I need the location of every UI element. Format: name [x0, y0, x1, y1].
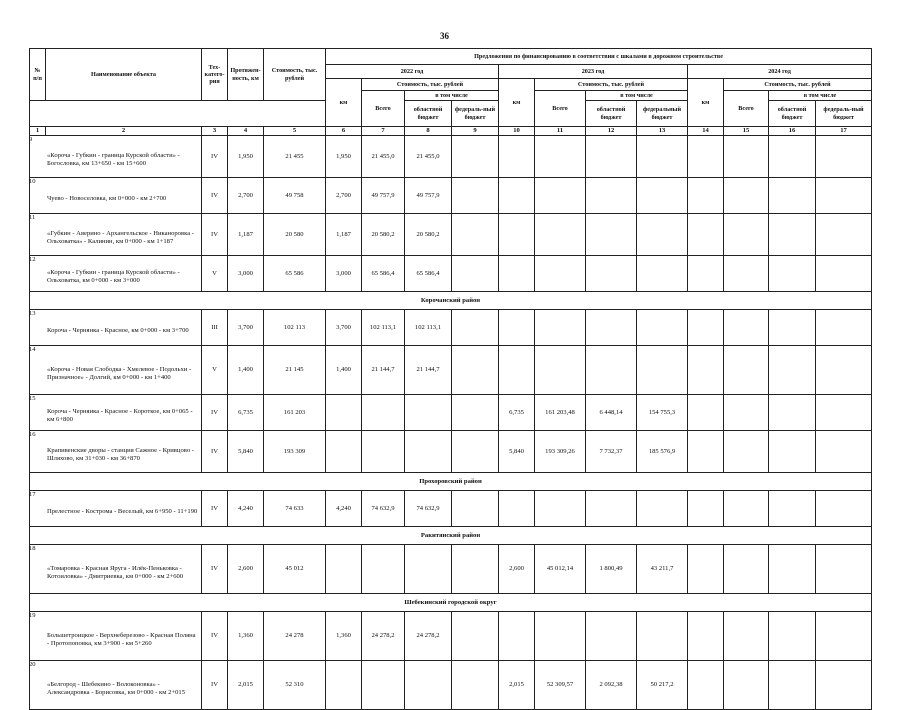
value-cell: 50 217,2	[637, 661, 688, 710]
table-row	[30, 214, 872, 256]
value-cell	[499, 491, 535, 527]
value-cell	[724, 214, 769, 256]
value-cell	[816, 612, 872, 661]
page-number: 36	[440, 31, 449, 41]
column-number: 8	[405, 127, 452, 136]
district-row	[30, 594, 872, 612]
value-cell	[724, 661, 769, 710]
km-header-2022: км	[326, 79, 362, 127]
value-cell	[362, 661, 405, 710]
value-cell: 65 586,4	[405, 256, 452, 292]
value-cell: 74 632,9	[362, 491, 405, 527]
financing-table	[29, 48, 872, 710]
value-cell: 3,000	[326, 256, 362, 292]
value-cell	[586, 178, 637, 214]
length-cell: 2,015	[228, 661, 264, 710]
value-cell	[637, 491, 688, 527]
value-cell: 43 211,7	[637, 545, 688, 594]
value-cell	[816, 545, 872, 594]
value-cell	[405, 395, 452, 431]
value-cell	[769, 256, 816, 292]
value-cell	[535, 136, 586, 178]
value-cell: 102 113,1	[362, 310, 405, 346]
value-cell	[586, 310, 637, 346]
value-cell	[326, 545, 362, 594]
table-row	[30, 661, 872, 710]
table-row	[30, 310, 872, 346]
column-number: 9	[452, 127, 499, 136]
object-name: Короча - Чернянка - Красное, км 0+000 - км 3+700	[47, 327, 189, 335]
object-cell	[30, 661, 202, 710]
value-cell	[724, 612, 769, 661]
value-cell	[724, 395, 769, 431]
value-cell	[688, 214, 724, 256]
district-row	[30, 473, 872, 491]
column-number: 6	[326, 127, 362, 136]
value-cell	[688, 661, 724, 710]
value-cell	[499, 178, 535, 214]
value-cell: 185 576,9	[637, 431, 688, 473]
category-cell: IV	[202, 612, 228, 661]
object-cell	[30, 310, 202, 346]
value-cell	[816, 346, 872, 395]
category-cell: IV	[202, 545, 228, 594]
row-number: 13	[29, 310, 36, 317]
value-cell: 2,015	[499, 661, 535, 710]
value-cell	[637, 214, 688, 256]
length-cell: 3,700	[228, 310, 264, 346]
value-cell: 21 455,0	[405, 136, 452, 178]
cost-cell: 20 580	[264, 214, 326, 256]
value-cell	[816, 395, 872, 431]
value-cell: 5,840	[499, 431, 535, 473]
object-name: Большетроицкое - Верхнеберезово - Красная Поляна - Протопоповка, км 3+900 - км 5+260	[47, 631, 196, 647]
value-cell	[688, 612, 724, 661]
total-header-2024: Всего	[724, 91, 769, 127]
object-name: Прелестное - Кострома - Веселый, км 6+950 - 11+190	[47, 508, 198, 516]
value-cell: 2 092,38	[586, 661, 637, 710]
table-row	[30, 612, 872, 661]
value-cell	[688, 346, 724, 395]
district-name: Шебекинский городской округ	[30, 594, 872, 612]
value-cell: 102 113,1	[405, 310, 452, 346]
length-cell: 2,700	[228, 178, 264, 214]
value-cell: 20 580,2	[405, 214, 452, 256]
value-cell	[769, 310, 816, 346]
row-number: 16	[29, 431, 36, 438]
object-name: «Короча - Губкин - граница Курской области» - Богословка, км 13+650 - км 15+600	[47, 152, 180, 167]
row-number: 15	[29, 395, 36, 402]
value-cell	[452, 491, 499, 527]
row-number: 20	[29, 661, 36, 668]
district-name: Ракитянский район	[30, 527, 872, 545]
value-cell	[724, 310, 769, 346]
length-cell: 4,240	[228, 491, 264, 527]
value-cell	[688, 136, 724, 178]
value-cell	[326, 395, 362, 431]
length-cell: 6,735	[228, 395, 264, 431]
table-row	[30, 395, 872, 431]
cost-cell: 21 455	[264, 136, 326, 178]
object-cell	[30, 178, 202, 214]
value-cell	[816, 431, 872, 473]
category-cell: V	[202, 256, 228, 292]
value-cell	[362, 431, 405, 473]
table-row	[30, 431, 872, 473]
column-number: 3	[202, 127, 228, 136]
table-row	[30, 256, 872, 292]
row-number: 10	[29, 178, 36, 185]
value-cell	[724, 346, 769, 395]
object-cell	[30, 214, 202, 256]
cost-header-2022: Стоимость, тыс. рублей	[362, 79, 499, 91]
value-cell: 74 632,9	[405, 491, 452, 527]
incl-header-2022: в том числе	[405, 91, 499, 101]
value-cell	[499, 310, 535, 346]
row-number: 19	[29, 612, 36, 619]
district-name: Корочанский район	[30, 292, 872, 310]
object-cell	[30, 431, 202, 473]
value-cell: 1 800,49	[586, 545, 637, 594]
table-row	[30, 346, 872, 395]
value-cell	[405, 661, 452, 710]
row-number: 17	[29, 491, 36, 498]
category-cell: IV	[202, 661, 228, 710]
value-cell	[362, 545, 405, 594]
year-header-2023: 2023 год	[499, 65, 688, 79]
value-cell: 21 144,7	[362, 346, 405, 395]
column-number: 16	[769, 127, 816, 136]
object-name: «Короча - Новая Слободка - Хмелевое - Подольхи - Призначное» - Долгий, км 0+000 - км 1+400	[47, 365, 192, 381]
category-cell: IV	[202, 395, 228, 431]
value-cell	[535, 612, 586, 661]
column-number: 4	[228, 127, 264, 136]
value-cell: 65 586,4	[362, 256, 405, 292]
regional-header-2022: областной бюджет	[405, 101, 452, 127]
value-cell	[535, 256, 586, 292]
value-cell	[637, 178, 688, 214]
value-cell	[637, 256, 688, 292]
category-cell: IV	[202, 214, 228, 256]
value-cell	[405, 431, 452, 473]
value-cell	[586, 136, 637, 178]
cost-cell: 193 309	[264, 431, 326, 473]
value-cell	[724, 431, 769, 473]
value-cell	[452, 214, 499, 256]
object-name: Короча - Черняика - Красное - Короткое, км 0+065 - км 6+800	[47, 408, 193, 423]
value-cell	[586, 612, 637, 661]
table-row	[30, 178, 872, 214]
value-cell	[586, 256, 637, 292]
district-name: Прохоровский район	[30, 473, 872, 491]
value-cell	[326, 431, 362, 473]
value-cell: 3,700	[326, 310, 362, 346]
cost-cell: 52 310	[264, 661, 326, 710]
value-cell	[586, 491, 637, 527]
object-cell	[30, 491, 202, 527]
total-header-2023: Всего	[535, 91, 586, 127]
column-numbers-row	[30, 127, 872, 136]
col-header-cost: Стоимость, тыс. рублей	[264, 49, 326, 101]
value-cell: 193 309,26	[535, 431, 586, 473]
object-cell	[30, 136, 202, 178]
regional-header-2023: областной бюджет	[586, 101, 637, 127]
value-cell	[452, 136, 499, 178]
value-cell: 1,400	[326, 346, 362, 395]
value-cell	[688, 395, 724, 431]
value-cell	[499, 136, 535, 178]
object-name: «Белгород - Шебекино - Волоконовка» - Александровка - Борисовка, км 0+000 - км 2+015	[47, 680, 185, 696]
value-cell	[688, 491, 724, 527]
value-cell: 1,187	[326, 214, 362, 256]
object-name: «Томаровка - Красная Яруга - Илёк-Пеньковка - Котоиловка» - Дмитриевка, км 0+000 - км 2+600	[47, 564, 184, 580]
value-cell: 24 278,2	[362, 612, 405, 661]
column-number: 12	[586, 127, 637, 136]
value-cell: 2,600	[499, 545, 535, 594]
district-row	[30, 527, 872, 545]
table-row	[30, 136, 872, 178]
value-cell	[769, 545, 816, 594]
value-cell	[816, 136, 872, 178]
col-header-length: Протяжен-ность, км	[228, 49, 264, 101]
row-number: 12	[29, 256, 36, 263]
value-cell	[452, 395, 499, 431]
column-number: 1	[30, 127, 46, 136]
value-cell: 161 203,48	[535, 395, 586, 431]
value-cell: 4,240	[326, 491, 362, 527]
cost-cell: 161 203	[264, 395, 326, 431]
value-cell	[724, 178, 769, 214]
value-cell: 52 309,57	[535, 661, 586, 710]
table-row	[30, 491, 872, 527]
value-cell	[688, 431, 724, 473]
value-cell: 21 455,0	[362, 136, 405, 178]
object-name: «Губкин - Аверино - Архангельское - Никаноровка - Ольховатка» - Калинин, км 0+000 - км 1+187	[47, 230, 194, 245]
col-header-name: Наименование объекта	[46, 49, 202, 101]
value-cell	[688, 178, 724, 214]
row-number: 18	[29, 545, 36, 552]
length-cell: 3,000	[228, 256, 264, 292]
value-cell	[816, 214, 872, 256]
regional-header-2024: областной бюджет	[769, 101, 816, 127]
value-cell: 1,950	[326, 136, 362, 178]
col-header-num: № п/п	[30, 49, 46, 101]
federal-header-2023: федеральный бюджет	[637, 101, 688, 127]
value-cell	[769, 346, 816, 395]
object-cell	[30, 545, 202, 594]
value-cell	[688, 310, 724, 346]
value-cell	[586, 346, 637, 395]
value-cell	[816, 178, 872, 214]
length-cell: 1,360	[228, 612, 264, 661]
value-cell	[535, 214, 586, 256]
cost-header-2023: Стоимость, тыс. рублей	[535, 79, 688, 91]
category-cell: IV	[202, 178, 228, 214]
year-header-2024: 2024 год	[688, 65, 872, 79]
object-cell	[30, 346, 202, 395]
value-cell	[769, 491, 816, 527]
table-row	[30, 545, 872, 594]
cost-cell: 21 145	[264, 346, 326, 395]
value-cell	[535, 310, 586, 346]
value-cell: 20 580,2	[362, 214, 405, 256]
object-name: Чуево - Новоселовка, км 0+000 - км 2+700	[47, 195, 167, 203]
row-number: 11	[29, 214, 36, 221]
cost-cell: 65 586	[264, 256, 326, 292]
value-cell	[535, 346, 586, 395]
value-cell	[535, 178, 586, 214]
value-cell	[769, 136, 816, 178]
object-cell	[30, 612, 202, 661]
value-cell	[452, 256, 499, 292]
value-cell: 49 757,9	[405, 178, 452, 214]
value-cell	[724, 491, 769, 527]
cost-cell: 102 113	[264, 310, 326, 346]
column-number: 13	[637, 127, 688, 136]
category-cell: IV	[202, 136, 228, 178]
object-name: Крапивенские дворы - станция Сажное - Кривцово - Шляхово, км 31+030 - км 36+870	[47, 447, 194, 462]
value-cell	[499, 346, 535, 395]
length-cell: 5,840	[228, 431, 264, 473]
value-cell	[816, 661, 872, 710]
incl-header-2024: в том числе	[769, 91, 872, 101]
value-cell	[769, 431, 816, 473]
value-cell	[769, 178, 816, 214]
value-cell	[769, 395, 816, 431]
value-cell	[326, 661, 362, 710]
value-cell	[769, 612, 816, 661]
value-cell: 7 732,37	[586, 431, 637, 473]
column-number: 15	[724, 127, 769, 136]
value-cell	[637, 136, 688, 178]
value-cell	[724, 545, 769, 594]
federal-header-2024: федераль-ный бюджет	[816, 101, 872, 127]
column-number: 10	[499, 127, 535, 136]
value-cell	[499, 612, 535, 661]
column-number: 14	[688, 127, 724, 136]
district-row	[30, 292, 872, 310]
value-cell	[452, 346, 499, 395]
cost-cell: 74 633	[264, 491, 326, 527]
value-cell	[688, 256, 724, 292]
value-cell	[637, 612, 688, 661]
value-cell	[586, 214, 637, 256]
value-cell: 49 757,9	[362, 178, 405, 214]
federal-header-2022: федераль-ный бюджет	[452, 101, 499, 127]
value-cell	[816, 256, 872, 292]
category-cell: IV	[202, 431, 228, 473]
value-cell	[637, 310, 688, 346]
value-cell	[452, 431, 499, 473]
value-cell	[362, 395, 405, 431]
value-cell	[769, 214, 816, 256]
table-body	[30, 136, 872, 710]
value-cell: 6,735	[499, 395, 535, 431]
value-cell	[452, 545, 499, 594]
cost-header-2024: Стоимость, тыс. рублей	[724, 79, 872, 91]
length-cell: 1,950	[228, 136, 264, 178]
cost-cell: 45 012	[264, 545, 326, 594]
value-cell	[688, 545, 724, 594]
row-number: 14	[29, 346, 36, 353]
incl-header-2023: в том числе	[586, 91, 688, 101]
total-header-2022: Всего	[362, 91, 405, 127]
value-cell	[724, 136, 769, 178]
value-cell	[816, 310, 872, 346]
value-cell: 2,700	[326, 178, 362, 214]
km-header-2024: км	[688, 79, 724, 127]
value-cell: 154 755,3	[637, 395, 688, 431]
category-cell: V	[202, 346, 228, 395]
value-cell	[452, 178, 499, 214]
column-number: 2	[46, 127, 202, 136]
value-cell	[452, 612, 499, 661]
value-cell	[535, 491, 586, 527]
category-cell: III	[202, 310, 228, 346]
value-cell: 45 012,14	[535, 545, 586, 594]
value-cell	[724, 256, 769, 292]
value-cell	[816, 491, 872, 527]
length-cell: 1,400	[228, 346, 264, 395]
column-number: 11	[535, 127, 586, 136]
column-number: 5	[264, 127, 326, 136]
object-name: «Короча - Губкин - граница Курской области» - Ольховатка, км 0+000 - км 3+000	[47, 269, 180, 284]
value-cell	[637, 346, 688, 395]
value-cell	[499, 214, 535, 256]
category-cell: IV	[202, 491, 228, 527]
km-header-2023: км	[499, 79, 535, 127]
cost-cell: 49 758	[264, 178, 326, 214]
length-cell: 2,600	[228, 545, 264, 594]
value-cell	[769, 661, 816, 710]
col-header-category: Тех-катего-рия	[202, 49, 228, 101]
value-cell: 6 448,14	[586, 395, 637, 431]
object-cell	[30, 395, 202, 431]
column-number: 17	[816, 127, 872, 136]
value-cell	[405, 545, 452, 594]
value-cell	[452, 661, 499, 710]
value-cell: 1,360	[326, 612, 362, 661]
year-header-2022: 2022 год	[326, 65, 499, 79]
col-header-group: Предложения по финансированию в соответствии с шкалами в дорожном строительстве	[326, 49, 872, 65]
cost-cell: 24 278	[264, 612, 326, 661]
value-cell: 21 144,7	[405, 346, 452, 395]
row-number: 9	[29, 136, 33, 143]
length-cell: 1,187	[228, 214, 264, 256]
column-number: 7	[362, 127, 405, 136]
object-cell	[30, 256, 202, 292]
value-cell	[452, 310, 499, 346]
value-cell	[499, 256, 535, 292]
value-cell: 24 278,2	[405, 612, 452, 661]
